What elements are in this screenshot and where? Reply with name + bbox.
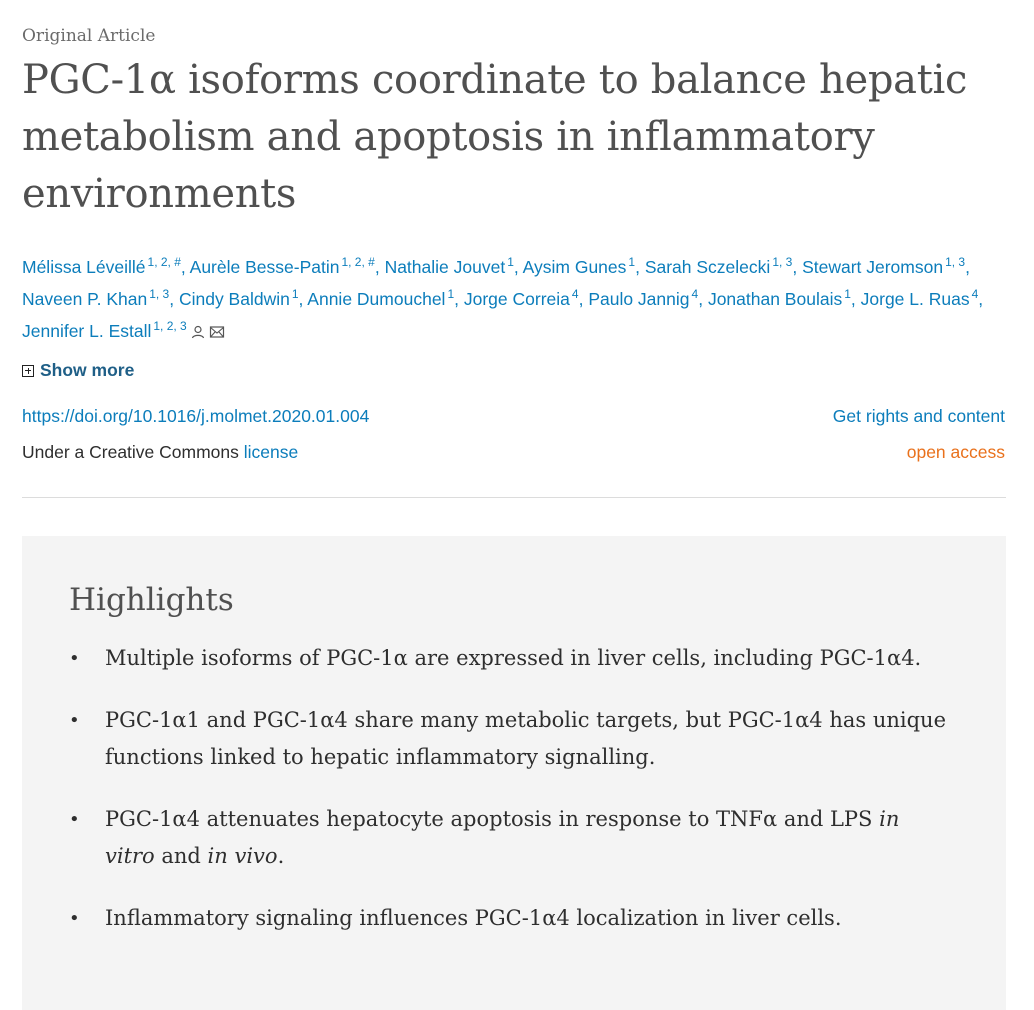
author-link[interactable] [802,257,965,277]
highlight-item [69,702,949,776]
highlight-italic-text: in vivo [207,844,278,868]
author-name: Jorge Correia [463,289,570,309]
author-name: Sarah Sczelecki [644,257,771,277]
highlights-list [69,640,949,962]
author-separator: , [180,257,190,277]
author-separator: , [454,289,464,309]
author-link[interactable] [588,289,698,309]
author-affiliation: 1, 2, # [341,255,375,269]
author-link[interactable] [22,257,181,277]
author-separator: , [513,257,523,277]
highlight-item [69,640,949,677]
author-affiliation: 1, 3 [772,255,793,269]
author-separator: , [965,257,970,277]
author-affiliation: 1 [844,287,851,301]
author-name: Annie Dumouchel [307,289,446,309]
author-affiliation: 4 [571,287,579,301]
author-name: Nathalie Jouvet [384,257,506,277]
highlight-text: PGC-1α1 and PGC-1α4 share many metabolic targets, but PGC-1α4 has unique functions linked to hepatic inflammatory signalling. [105,708,946,769]
author-name: Aurèle Besse-Patin [189,257,340,277]
highlight-text: and [154,844,208,868]
author-link[interactable] [179,289,299,309]
expand-plus-icon [22,365,34,377]
author-link[interactable] [307,289,454,309]
author-separator: , [169,289,179,309]
author-name: Stewart Jeromson [802,257,944,277]
author-separator: , [792,257,803,277]
license-line [22,442,298,463]
highlight-text: Inflammatory signaling influences PGC-1α4 localization in liver cells. [105,906,842,930]
license-link[interactable]: license [243,442,299,462]
author-name: Naveen P. Khan [22,289,148,309]
highlight-text: . [277,844,285,868]
author-name: Jonathan Boulais [707,289,843,309]
person-icon[interactable] [190,325,206,339]
doi-link[interactable]: https://doi.org/10.1016/j.molmet.2020.01.004 [22,406,370,426]
author-link[interactable] [708,289,851,309]
show-more-button[interactable] [22,360,134,381]
author-separator: , [635,257,645,277]
highlight-text: PGC-1α4 attenuates hepatocyte apoptosis in response to TNFα and LPS [105,807,880,831]
article-type-label: Original Article [22,26,156,46]
author-link[interactable] [464,289,579,309]
author-affiliation: 1, 2, # [147,255,181,269]
author-name: Aysim Gunes [522,257,627,277]
envelope-icon[interactable] [209,325,225,339]
author-link[interactable] [645,257,793,277]
highlights-panel [22,536,1006,1010]
author-link[interactable] [22,321,187,341]
author-affiliation: 1, 3 [149,287,170,301]
get-rights-link[interactable]: Get rights and content [832,406,1005,426]
license-prefix: Under a Creative Commons [22,442,244,462]
highlight-italic-text: in vitro [105,807,900,868]
author-separator: , [698,289,708,309]
section-divider [22,497,1006,498]
author-name: Jorge L. Ruas [860,289,970,309]
author-affiliation: 1 [447,287,455,301]
author-affiliation: 1 [507,255,514,269]
author-affiliation: 1, 3 [945,255,966,269]
author-separator: , [978,289,984,309]
author-name: Mélissa Léveillé [22,257,146,277]
author-separator: , [298,289,308,309]
show-more-label: Show more [40,360,135,380]
author-link[interactable] [22,289,169,309]
open-access-badge: open access [906,442,1005,462]
highlight-item [69,900,949,937]
author-name: Paulo Jannig [588,289,690,309]
author-link[interactable] [385,257,514,277]
author-link[interactable] [861,289,979,309]
author-affiliation: 4 [691,287,699,301]
author-affiliation: 1, 2, 3 [153,319,187,333]
author-separator: , [850,289,861,309]
author-name: Jennifer L. Estall [22,321,152,341]
author-link[interactable] [190,257,375,277]
author-name: Cindy Baldwin [178,289,290,309]
author-affiliation: 1 [628,255,636,269]
author-affiliation: 4 [971,287,979,301]
article-title: PGC-1α isoforms coordinate to balance hepatic metabolism and apoptosis in inflammatory environments [22,57,968,217]
author-affiliation: 1 [291,287,299,301]
highlights-heading: Highlights [69,582,234,618]
author-separator: , [578,289,589,309]
author-separator: , [374,257,385,277]
highlight-item [69,801,949,875]
author-list [22,251,1012,347]
author-link[interactable] [523,257,635,277]
highlight-text: Multiple isoforms of PGC-1α are expressed in liver cells, including PGC-1α4. [105,646,922,670]
